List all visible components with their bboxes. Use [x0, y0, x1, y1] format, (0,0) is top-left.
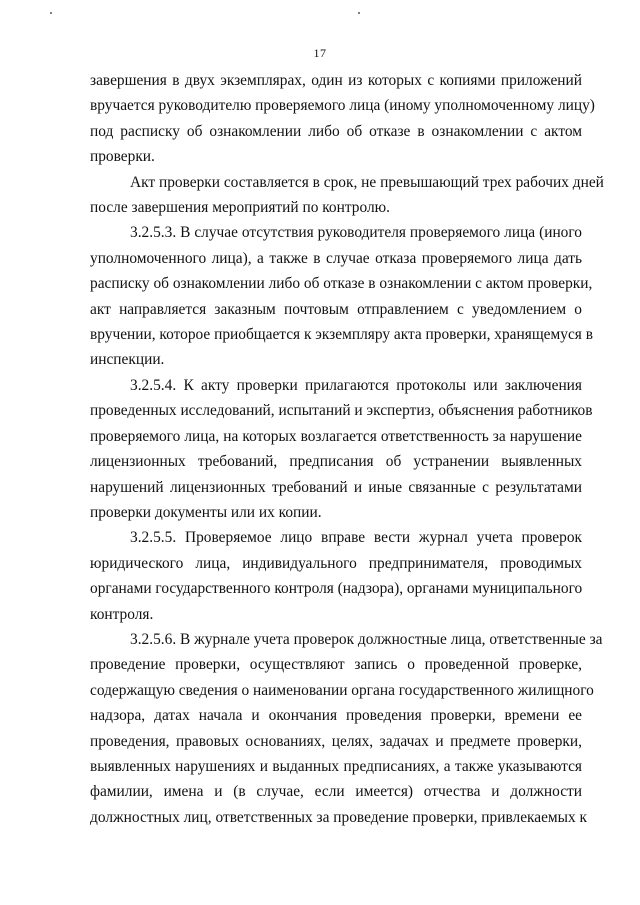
paragraph-3-2-5-5: [90, 525, 582, 627]
text-line: под расписку об ознакомлении либо об отказе в ознакомлении с актом: [90, 122, 582, 140]
document-body: [90, 68, 604, 830]
text-line: 3.2.5.3. В случае отсутствия руководителя проверяемого лица (иного: [130, 224, 582, 242]
text-line: контроля.: [90, 605, 154, 623]
text-line: органами государственного контроля (надзора), органами муниципального: [90, 580, 583, 598]
text-line: проведение проверки, осуществляют запись о проведенной проверке,: [90, 656, 582, 674]
text-line: проведения, правовых основаниях, целях, задачах и предмете проверки,: [90, 732, 582, 750]
text-line: вручается руководителю проверяемого лица (иному уполномоченному лицу): [90, 97, 595, 115]
text-line: фамилии, имена и (в случае, если имеется) отчества и должности: [90, 783, 582, 801]
text-line: 3.2.5.5. Проверяемое лицо вправе вести журнал учета проверок: [130, 529, 582, 547]
text-line: акт направляется заказным почтовым отправлением с уведомлением о: [90, 300, 582, 318]
scan-mark-left: [50, 12, 52, 14]
text-line: проверки.: [90, 148, 155, 166]
text-line: выявленных нарушениях и выданных предписаниях, а также указываются: [90, 757, 582, 775]
text-line: уполномоченного лица), а также в случае отказа проверяемого лица дать: [90, 249, 582, 267]
text-line: содержащую сведения о наименовании органа государственного жилищного: [90, 681, 594, 699]
text-line: проверяемого лица, на которых возлагается ответственность за нарушение: [90, 427, 582, 445]
text-line: должностных лиц, ответственных за проведение проверки, привлекаемых к: [90, 808, 588, 826]
scan-mark-right: [358, 12, 360, 14]
text-line: расписку об ознакомлении либо об отказе в ознакомлении с актом проверки,: [90, 275, 593, 293]
text-line: проверки документы или их копии.: [90, 503, 322, 521]
paragraph-3-2-5-4: [90, 373, 593, 525]
text-line: 3.2.5.6. В журнале учета проверок должностные лица, ответственные за: [130, 630, 603, 648]
text-line: проведенных исследований, испытаний и экспертиз, объяснения работников: [90, 402, 593, 420]
paragraph-continuation: [90, 68, 595, 170]
page-number: 17: [313, 46, 327, 60]
text-line: 3.2.5.4. К акту проверки прилагаются протоколы или заключения: [130, 376, 582, 394]
text-line: нарушений лицензионных требований и иные связанные с результатами: [90, 478, 582, 496]
paragraph-3-2-5-3: [90, 220, 593, 372]
paragraph-3-2-5-6: [90, 627, 603, 830]
text-line: юридического лица, индивидуального предпринимателя, проводимых: [90, 554, 582, 572]
text-line: вручении, которое приобщается к экземпляру акта проверки, хранящемуся в: [90, 326, 593, 344]
text-line: инспекции.: [90, 351, 165, 369]
text-line: лицензионных требований, предписания об устранении выявленных: [90, 453, 582, 471]
text-line: Акт проверки составляется в срок, не превышающий трех рабочих дней: [130, 173, 604, 191]
text-line: надзора, датах начала и окончания проведения проверки, времени ее: [90, 707, 582, 725]
text-line: после завершения мероприятий по контролю.: [90, 199, 390, 217]
text-line: завершения в двух экземплярах, один из которых с копиями приложений: [90, 72, 582, 89]
paragraph-act-deadline: [90, 170, 604, 221]
